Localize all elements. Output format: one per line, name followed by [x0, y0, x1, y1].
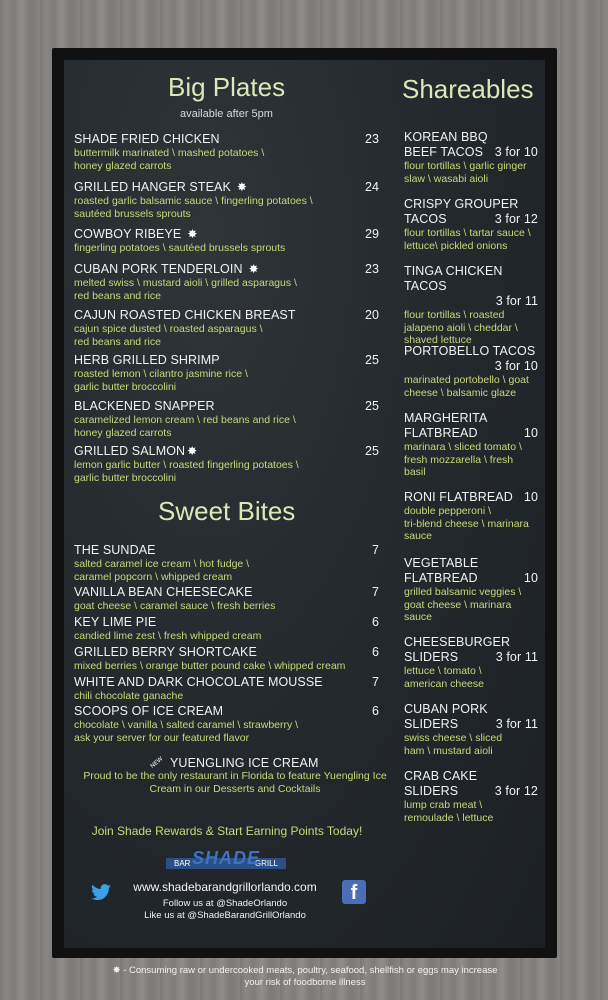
list-item	[74, 180, 384, 220]
asterisk-star-icon: ✸	[187, 444, 198, 458]
item-description: sauce	[404, 611, 433, 623]
item-name: FLATBREAD	[404, 571, 478, 585]
item-name: SLIDERS	[404, 784, 459, 798]
item-description: goat cheese \ caramel sauce \ fresh berries	[74, 600, 276, 612]
item-description: flour tortillas \ roasted	[404, 309, 505, 321]
item-description: grilled balsamic veggies \	[404, 586, 522, 598]
item-description: red beans and rice	[74, 335, 161, 348]
item-price: 7	[372, 675, 379, 689]
item-description: goat cheese \ marinara	[404, 598, 512, 611]
disclaimer-line: your risk of foodborne illness	[244, 977, 366, 988]
item-price: 3 for 11	[495, 717, 538, 731]
list-item	[74, 645, 384, 673]
item-price: 10	[523, 426, 538, 440]
disclaimer	[80, 965, 530, 989]
list-item	[74, 399, 384, 439]
big-plates-title: Big Plates	[168, 72, 286, 102]
item-name: BEEF TACOS	[404, 145, 484, 159]
item-description: roasted lemon \ cilantro jasmine rice \	[74, 368, 248, 380]
item-description: flour tortillas \ tartar sauce \	[404, 227, 531, 239]
list-item	[74, 227, 384, 255]
item-description: marinated portobello \ goat	[404, 374, 529, 386]
item-name: VANILLA BEAN CHEESECAKE	[74, 585, 253, 599]
item-name: VEGETABLE	[404, 556, 479, 570]
item-description: slaw \ wasabi aioli	[404, 172, 489, 185]
item-name: FLATBREAD	[404, 426, 478, 440]
item-description: fresh mozzarella \ fresh	[404, 453, 514, 466]
item-price: 7	[372, 543, 379, 557]
logo-word: SHADE	[191, 848, 260, 868]
item-name: SCOOPS OF ICE CREAM	[74, 704, 224, 718]
social-info	[120, 898, 330, 922]
item-name: HERB GRILLED SHRIMP	[74, 353, 220, 367]
yuengling-line: Proud to be the only restaurant in Florida to feature Yuengling Ice	[83, 770, 387, 782]
item-price: 25	[365, 353, 379, 367]
item-description: jalapeno aioli \ cheddar \	[404, 321, 518, 334]
item-description: cajun spice dusted \ roasted asparagus \	[74, 323, 263, 335]
item-name: CRISPY GROUPER	[404, 197, 519, 211]
new-badge: NEW	[149, 756, 165, 770]
item-price: 3 for 12	[494, 784, 538, 798]
twitter-bird-icon[interactable]	[90, 884, 112, 902]
item-description: caramelized lemon cream \ red beans and rice \	[74, 414, 296, 426]
item-name: CUBAN PORK	[404, 702, 488, 716]
item-name: WHITE AND DARK CHOCOLATE MOUSSE	[74, 675, 323, 689]
item-price: 10	[523, 490, 538, 504]
list-item	[404, 197, 538, 252]
yuengling-description	[70, 770, 400, 795]
item-name: COWBOY RIBEYE	[74, 227, 182, 241]
item-description: swiss cheese \ sliced	[404, 732, 503, 744]
list-item	[74, 675, 384, 703]
item-description: candied lime zest \ fresh whipped cream	[74, 630, 262, 642]
list-item	[74, 585, 384, 613]
asterisk-star-icon: ✸	[236, 180, 248, 194]
item-description: lettuce \ tomato \	[404, 665, 482, 677]
yuengling-line: Cream in our Desserts and Cocktails	[149, 782, 321, 795]
list-item	[404, 702, 538, 757]
list-item	[74, 444, 384, 484]
item-name: BLACKENED SNAPPER	[74, 399, 215, 413]
item-price: 23	[365, 262, 379, 276]
item-description: american cheese	[404, 677, 484, 690]
list-item	[404, 130, 538, 185]
item-price: 6	[372, 615, 379, 629]
item-description: sauce	[404, 530, 433, 542]
item-price: 10	[523, 571, 538, 585]
item-name: TINGA CHICKEN TACOS	[404, 264, 503, 293]
item-name: CHEESEBURGER	[404, 635, 511, 649]
item-description: remoulade \ lettuce	[404, 811, 494, 824]
item-price: 25	[365, 399, 379, 413]
item-description: lump crab meat \	[404, 799, 483, 811]
item-description: melted swiss \ mustard aioli \ grilled asparagus \	[74, 277, 297, 289]
yuengling-title: YUENGLING ICE CREAM	[170, 756, 319, 770]
list-item	[404, 635, 538, 690]
list-item	[404, 769, 538, 824]
item-name: SLIDERS	[404, 650, 459, 664]
shade-logo	[166, 848, 286, 870]
item-name: CAJUN ROASTED CHICKEN BREAST	[74, 308, 296, 322]
item-description: honey glazed carrots	[74, 426, 172, 439]
item-name: THE SUNDAE	[74, 543, 156, 557]
item-name: CRAB CAKE	[404, 769, 478, 783]
facebook-icon[interactable]: f	[342, 880, 366, 904]
item-description: garlic butter broccolini	[74, 471, 177, 484]
list-item	[74, 262, 384, 302]
shareables-title: Shareables	[402, 74, 534, 104]
item-name: GRILLED SALMON	[74, 444, 186, 458]
item-name: TACOS	[404, 212, 447, 226]
item-price: 3 for 11	[495, 650, 538, 664]
item-price: 7	[372, 585, 379, 599]
logo-left-text: BAR	[174, 859, 191, 868]
item-price: 6	[372, 645, 379, 659]
item-description: tri-blend cheese \ marinara	[404, 517, 529, 530]
item-description: mixed berries \ orange butter pound cake \ whipped cream	[74, 660, 346, 672]
item-description: chili chocolate ganache	[74, 690, 184, 702]
item-description: marinara \ sliced tomato \	[404, 441, 522, 453]
item-description: lettuce\ pickled onions	[404, 239, 508, 252]
rewards-banner[interactable]: Join Shade Rewards & Start Earning Points Today!	[91, 824, 363, 838]
item-name: KOREAN BBQ	[404, 130, 488, 144]
item-price: 6	[372, 704, 379, 718]
item-name: MARGHERITA	[404, 411, 488, 425]
item-name: PORTOBELLO TACOS	[404, 344, 536, 358]
item-description: red beans and rice	[74, 289, 161, 302]
item-name: GRILLED HANGER STEAK	[74, 180, 231, 194]
item-description: ask your server for our featured flavor	[74, 731, 250, 744]
item-name: CUBAN PORK TENDERLOIN	[74, 262, 243, 276]
list-item	[74, 132, 384, 172]
list-item	[404, 344, 538, 399]
item-price: 3 for 10	[494, 145, 538, 159]
item-description: caramel popcorn \ whipped cream	[74, 570, 233, 583]
item-name: RONI FLATBREAD	[404, 490, 513, 504]
item-price: 3 for 12	[494, 212, 538, 226]
item-description: fingerling potatoes \ sautéed brussels sprouts	[74, 242, 286, 254]
list-item	[404, 411, 538, 479]
sweet-bites-title: Sweet Bites	[158, 496, 296, 526]
item-description: honey glazed carrots	[74, 159, 172, 172]
item-description: flour tortillas \ garlic ginger	[404, 160, 527, 172]
item-description: garlic butter broccolini	[74, 380, 177, 393]
list-item	[404, 556, 538, 624]
item-price: 3 for 10	[494, 359, 538, 373]
website-link[interactable]: www.shadebarandgrillorlando.com	[133, 880, 317, 894]
item-name: KEY LIME PIE	[74, 615, 157, 629]
item-price: 3 for 11	[495, 294, 538, 308]
item-description: ham \ mustard aioli	[404, 744, 493, 757]
logo-right-text: GRILL	[254, 859, 278, 868]
item-description: double pepperoni \	[404, 505, 491, 517]
list-item	[404, 490, 538, 543]
item-description: lemon garlic butter \ roasted fingerling potatoes \	[74, 459, 299, 471]
list-item	[404, 264, 538, 347]
list-item	[74, 353, 384, 393]
item-name: SLIDERS	[404, 717, 459, 731]
item-price: 25	[365, 444, 379, 458]
item-description: salted caramel ice cream \ hot fudge \	[74, 558, 250, 570]
item-price: 20	[365, 308, 379, 322]
list-item	[74, 543, 384, 583]
asterisk-star-icon: ✸	[112, 965, 124, 976]
item-price: 24	[365, 180, 379, 194]
disclaimer-line: - Consuming raw or undercooked meats, poultry, seafood, shellfish or eggs may increase	[123, 965, 498, 976]
item-description: cheese \ balsamic glaze	[404, 386, 517, 399]
big-plates-subtitle: available after 5pm	[180, 108, 273, 120]
list-item	[74, 308, 384, 348]
item-price: 29	[365, 227, 379, 241]
item-description: basil	[404, 466, 426, 478]
like-text[interactable]: Like us at @ShadeBarandGrillOrlando	[144, 910, 306, 921]
list-item	[74, 615, 384, 643]
asterisk-star-icon: ✸	[248, 262, 259, 276]
asterisk-star-icon: ✸	[187, 227, 198, 241]
item-description: chocolate \ vanilla \ salted caramel \ strawberry \	[74, 719, 299, 731]
list-item	[74, 704, 384, 744]
item-description: buttermilk marinated \ mashed potatoes \	[74, 147, 265, 159]
item-name: SHADE FRIED CHICKEN	[74, 132, 220, 146]
item-name: GRILLED BERRY SHORTCAKE	[74, 645, 257, 659]
item-description: sautéed brussels sprouts	[74, 207, 191, 220]
item-price: 23	[365, 132, 379, 146]
follow-text[interactable]: Follow us at @ShadeOrlando	[162, 898, 288, 909]
item-description: roasted garlic balsamic sauce \ fingerling potatoes \	[74, 195, 313, 207]
item-description: shaved lettuce	[404, 334, 472, 346]
